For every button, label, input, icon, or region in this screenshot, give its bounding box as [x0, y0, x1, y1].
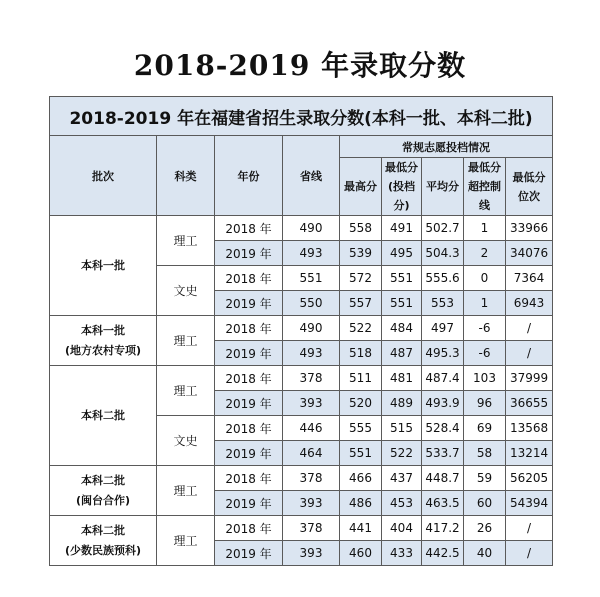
over-control-cell: 58 — [464, 441, 506, 466]
batch-cell — [50, 516, 157, 566]
batch-label-line: (闽台合作) — [75, 493, 131, 507]
batch-label-line: 本科二批 — [81, 408, 125, 422]
admission-score-table-wrapper — [49, 96, 552, 566]
province-line-cell: 378 — [283, 466, 340, 491]
header-over-line1: 最低分 — [468, 161, 501, 174]
batch-cell — [50, 466, 157, 516]
min-rank-cell: 33966 — [506, 216, 553, 241]
year-cell: 2019 年 — [215, 491, 283, 516]
min-rank-cell: / — [506, 341, 553, 366]
max-score-cell: 557 — [340, 291, 382, 316]
max-score-cell: 520 — [340, 391, 382, 416]
batch-cell — [50, 216, 157, 316]
min-rank-cell: 36655 — [506, 391, 553, 416]
over-control-cell: 2 — [464, 241, 506, 266]
year-cell: 2019 年 — [215, 441, 283, 466]
year-cell: 2019 年 — [215, 291, 283, 316]
min-rank-cell: / — [506, 516, 553, 541]
max-score-cell: 486 — [340, 491, 382, 516]
over-control-cell: 69 — [464, 416, 506, 441]
year-cell: 2018 年 — [215, 216, 283, 241]
min-score-cell: 404 — [382, 516, 422, 541]
subject-cell: 理工 — [157, 516, 215, 566]
over-control-cell: -6 — [464, 316, 506, 341]
year-cell: 2019 年 — [215, 341, 283, 366]
subject-cell: 理工 — [157, 466, 215, 516]
batch-label-line: 本科二批 — [81, 473, 125, 487]
subject-cell: 理工 — [157, 366, 215, 416]
over-control-cell: 1 — [464, 216, 506, 241]
min-rank-cell: 6943 — [506, 291, 553, 316]
avg-score-cell: 533.7 — [422, 441, 464, 466]
min-score-cell: 551 — [382, 266, 422, 291]
year-cell: 2019 年 — [215, 391, 283, 416]
avg-score-cell: 417.2 — [422, 516, 464, 541]
table-caption: 2018-2019 年在福建省招生录取分数(本科一批、本科二批) — [50, 97, 553, 136]
province-line-cell: 493 — [283, 341, 340, 366]
min-score-cell: 481 — [382, 366, 422, 391]
avg-score-cell: 463.5 — [422, 491, 464, 516]
header-over-line3: 线 — [479, 199, 490, 212]
min-rank-cell: 13214 — [506, 441, 553, 466]
header-province-line: 省线 — [283, 136, 340, 216]
avg-score-cell: 555.6 — [422, 266, 464, 291]
min-score-cell: 433 — [382, 541, 422, 566]
header-rank-line1: 最低分 — [512, 170, 546, 184]
subject-cell: 文史 — [157, 416, 215, 466]
min-score-cell: 437 — [382, 466, 422, 491]
header-over-control-line — [464, 158, 506, 216]
table-row — [50, 516, 553, 541]
max-score-cell: 441 — [340, 516, 382, 541]
avg-score-cell: 487.4 — [422, 366, 464, 391]
min-rank-cell: 56205 — [506, 466, 553, 491]
header-avg-score: 平均分 — [422, 158, 464, 216]
min-score-cell: 515 — [382, 416, 422, 441]
subject-cell: 文史 — [157, 266, 215, 316]
province-line-cell: 393 — [283, 391, 340, 416]
min-score-cell: 522 — [382, 441, 422, 466]
max-score-cell: 558 — [340, 216, 382, 241]
year-cell: 2019 年 — [215, 541, 283, 566]
over-control-cell: 26 — [464, 516, 506, 541]
province-line-cell: 464 — [283, 441, 340, 466]
year-cell: 2018 年 — [215, 366, 283, 391]
province-line-cell: 446 — [283, 416, 340, 441]
header-min-score-line2: (投档 — [387, 180, 416, 193]
header-min-score-line1: 最低分 — [385, 161, 418, 174]
header-over-line2: 超控制 — [468, 180, 501, 193]
max-score-cell: 551 — [340, 441, 382, 466]
header-min-score-line3: 分) — [393, 199, 410, 212]
batch-label-line: (地方农村专项) — [64, 343, 142, 357]
table-row — [50, 366, 553, 391]
year-cell: 2018 年 — [215, 416, 283, 441]
province-line-cell: 490 — [283, 216, 340, 241]
avg-score-cell: 502.7 — [422, 216, 464, 241]
min-rank-cell: 34076 — [506, 241, 553, 266]
table-row — [50, 216, 553, 241]
avg-score-cell: 553 — [422, 291, 464, 316]
batch-cell — [50, 316, 157, 366]
max-score-cell: 460 — [340, 541, 382, 566]
page-title: 2018-2019 年录取分数 — [133, 49, 467, 82]
province-line-cell: 490 — [283, 316, 340, 341]
province-line-cell: 378 — [283, 516, 340, 541]
min-rank-cell: 54394 — [506, 491, 553, 516]
batch-label-line: 本科一批 — [81, 323, 125, 337]
table-row — [50, 316, 553, 341]
header-year: 年份 — [215, 136, 283, 216]
header-group-regular-admission: 常规志愿投档情况 — [340, 136, 553, 158]
year-cell: 2019 年 — [215, 241, 283, 266]
province-line-cell: 378 — [283, 366, 340, 391]
min-score-cell: 551 — [382, 291, 422, 316]
avg-score-cell: 528.4 — [422, 416, 464, 441]
min-rank-cell: / — [506, 316, 553, 341]
year-cell: 2018 年 — [215, 466, 283, 491]
min-rank-cell: 37999 — [506, 366, 553, 391]
header-min-score — [382, 158, 422, 216]
header-subject: 科类 — [157, 136, 215, 216]
header-min-rank — [506, 158, 553, 216]
max-score-cell: 466 — [340, 466, 382, 491]
year-cell: 2018 年 — [215, 266, 283, 291]
province-line-cell: 550 — [283, 291, 340, 316]
min-score-cell: 487 — [382, 341, 422, 366]
year-cell: 2018 年 — [215, 516, 283, 541]
min-score-cell: 453 — [382, 491, 422, 516]
subject-cell: 理工 — [157, 316, 215, 366]
over-control-cell: 60 — [464, 491, 506, 516]
over-control-cell: 103 — [464, 366, 506, 391]
header-rank-line2: 位次 — [518, 189, 541, 203]
over-control-cell: 0 — [464, 266, 506, 291]
over-control-cell: 96 — [464, 391, 506, 416]
max-score-cell: 572 — [340, 266, 382, 291]
batch-cell — [50, 366, 157, 466]
min-score-cell: 495 — [382, 241, 422, 266]
min-rank-cell: 13568 — [506, 416, 553, 441]
max-score-cell: 539 — [340, 241, 382, 266]
province-line-cell: 393 — [283, 491, 340, 516]
batch-label-line: (少数民族预科) — [64, 543, 142, 557]
max-score-cell: 511 — [340, 366, 382, 391]
min-score-cell: 489 — [382, 391, 422, 416]
over-control-cell: 1 — [464, 291, 506, 316]
avg-score-cell: 442.5 — [422, 541, 464, 566]
avg-score-cell: 495.3 — [422, 341, 464, 366]
subject-cell: 理工 — [157, 216, 215, 266]
province-line-cell: 393 — [283, 541, 340, 566]
avg-score-cell: 493.9 — [422, 391, 464, 416]
over-control-cell: 59 — [464, 466, 506, 491]
header-max-score: 最高分 — [340, 158, 382, 216]
avg-score-cell: 497 — [422, 316, 464, 341]
max-score-cell: 518 — [340, 341, 382, 366]
over-control-cell: -6 — [464, 341, 506, 366]
over-control-cell: 40 — [464, 541, 506, 566]
province-line-cell: 551 — [283, 266, 340, 291]
min-score-cell: 484 — [382, 316, 422, 341]
table-row — [50, 466, 553, 491]
avg-score-cell: 504.3 — [422, 241, 464, 266]
avg-score-cell: 448.7 — [422, 466, 464, 491]
year-cell: 2018 年 — [215, 316, 283, 341]
max-score-cell: 522 — [340, 316, 382, 341]
min-rank-cell: 7364 — [506, 266, 553, 291]
admission-score-table — [49, 96, 553, 566]
table-body — [50, 216, 553, 566]
min-rank-cell: / — [506, 541, 553, 566]
province-line-cell: 493 — [283, 241, 340, 266]
header-batch: 批次 — [50, 136, 157, 216]
batch-label-line: 本科一批 — [81, 258, 125, 272]
max-score-cell: 555 — [340, 416, 382, 441]
min-score-cell: 491 — [382, 216, 422, 241]
batch-label-line: 本科二批 — [81, 523, 125, 537]
